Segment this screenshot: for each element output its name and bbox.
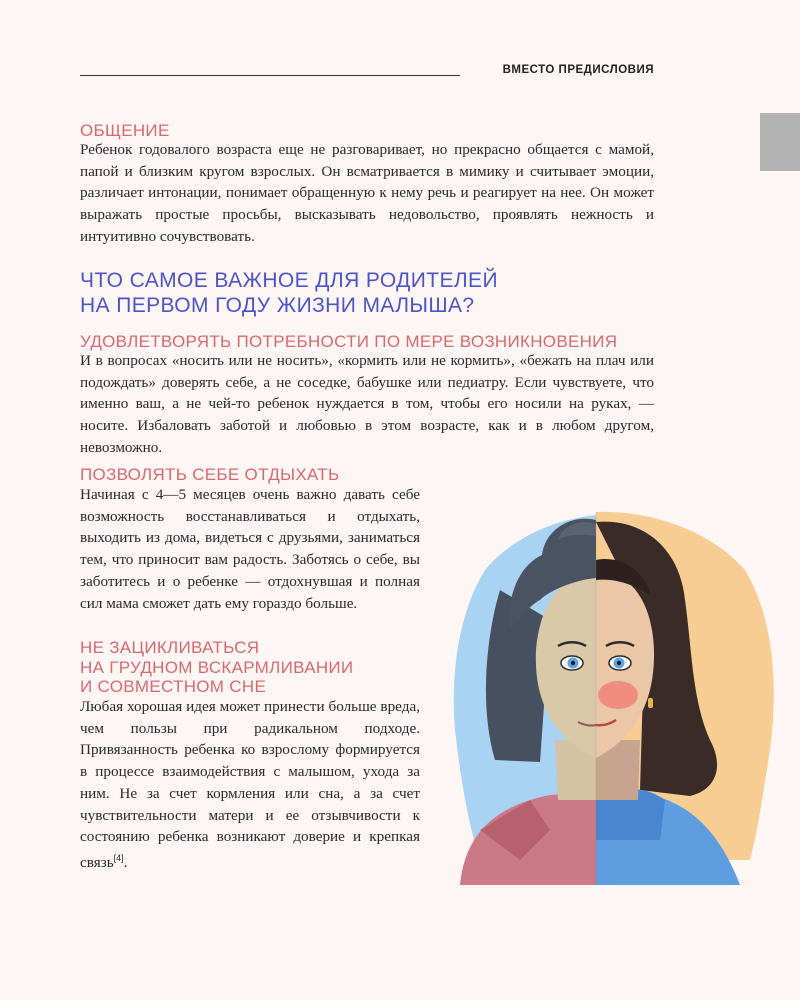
paragraph-end-punct: . [123, 853, 128, 871]
paragraph-needs: И в вопросах «носить или не носить», «кормить или не кормить», «бежать на плач или подождать» доверять себе, а не соседке, бабушке или педиатру. Если чувствуете, что именно ваш, а не чей-то ребенок нуждается в том, чтобы его носили на руках, — носите. Избаловать заботой и любовью в этом возрасте, как и в любом другом, невозможно. [80, 352, 654, 456]
paragraph-breastfeeding [80, 696, 420, 874]
main-heading: ЧТО САМОЕ ВАЖНОЕ ДЛЯ РОДИТЕЛЕЙ НА ПЕРВОМ ГОДУ ЖИЗНИ МАЛЫША? [80, 269, 498, 317]
header-rule [80, 75, 460, 76]
paragraph-communication: Ребенок годовалого возраста еще не разговаривает, но прекрасно общается с мамой, папой и близким кругом взрослых. Он всматривается в мимику и считывает эмоции, различает интонации, понимает обращенную к нему речь и реагирует на нее. Он может выражать простые просьбы, высказывать недовольство, проявлять нежность и интуитивно сочувствовать. [80, 141, 654, 245]
heading-rest: ПОЗВОЛЯТЬ СЕБЕ ОТДЫХАТЬ [80, 465, 340, 484]
running-header: ВМЕСТО ПРЕДИСЛОВИЯ [502, 64, 654, 76]
paragraph-breastfeeding-text: Любая хорошая идея может принести больше вреда, чем пользы при радикальном подходе. Привязанность ребенка ко взрослому формируется в процессе взаимодействия с малышом, ухода за ним. Не за счет кормления или сна, а за счет чувствительности матери и ее отзывчивости к состоянию ребенка возникают доверие и крепкая связь [80, 698, 420, 871]
footnote-reference: [4] [113, 852, 124, 863]
heading-communication: ОБЩЕНИЕ [80, 121, 170, 140]
heading-breastfeeding: НЕ ЗАЦИКЛИВАТЬСЯ НА ГРУДНОМ ВСКАРМЛИВАНИИ И СОВМЕСТНОМ СНЕ [80, 638, 354, 696]
side-tab [760, 113, 800, 171]
heading-needs: УДОВЛЕТВОРЯТЬ ПОТРЕБНОСТИ ПО МЕРЕ ВОЗНИКНОВЕНИЯ [80, 332, 618, 351]
paragraph-rest: Начиная с 4—5 месяцев очень важно давать себе возможность восстанавливаться и отдыхать, выходить из дома, видеться с друзьями, заниматься тем, что приносит вам радость. Заботясь о себе, вы заботитесь и о ребенке — отдохнувшая и полная сил мама сможет дать ему гораздо больше. [80, 486, 420, 612]
woman-portrait-illustration [440, 500, 780, 885]
